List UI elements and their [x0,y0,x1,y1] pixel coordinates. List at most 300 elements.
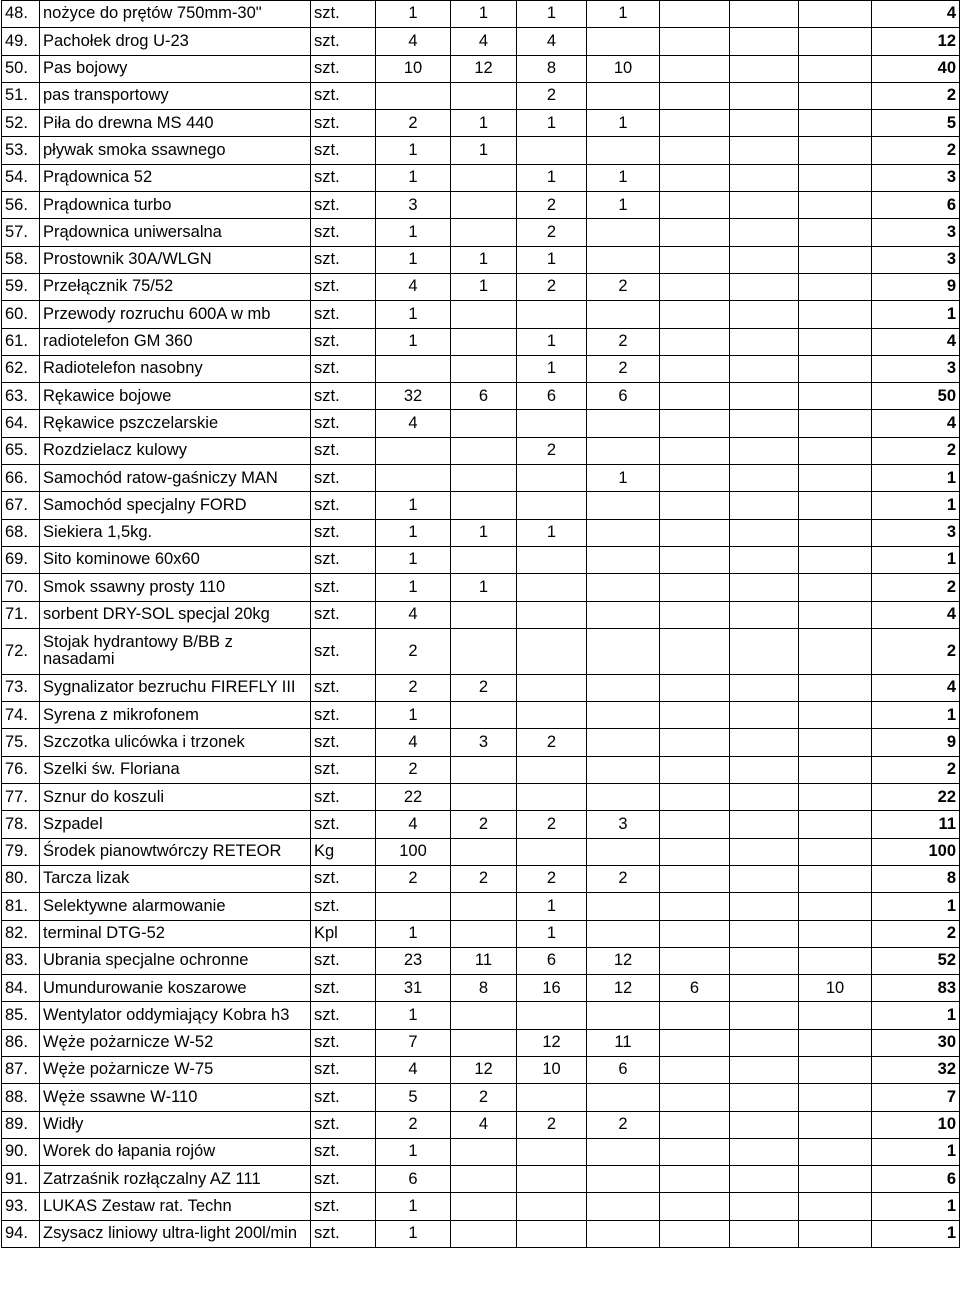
quantity-cell [660,674,730,701]
quantity-cell: 4 [376,28,451,55]
quantity-cell [587,410,660,437]
quantity-cell: 2 [376,865,451,892]
total-cell: 2 [872,437,960,464]
quantity-cell [660,1166,730,1193]
quantity-cell [660,301,730,328]
quantity-cell: 2 [517,273,587,300]
quantity-cell [799,546,872,573]
total-cell: 9 [872,729,960,756]
quantity-cell [730,729,799,756]
item-unit: szt. [311,28,376,55]
quantity-cell [799,811,872,838]
quantity-cell [730,1111,799,1138]
total-cell: 1 [872,1138,960,1165]
item-name: sorbent DRY-SOL specjal 20kg [40,601,311,628]
quantity-cell [587,601,660,628]
quantity-cell: 2 [587,273,660,300]
quantity-cell: 1 [376,1,451,28]
item-unit: szt. [311,674,376,701]
row-number: 72. [2,628,40,674]
quantity-cell [660,492,730,519]
total-cell: 30 [872,1029,960,1056]
total-cell: 4 [872,601,960,628]
item-unit: szt. [311,519,376,546]
quantity-cell [587,546,660,573]
quantity-cell [660,893,730,920]
row-number: 75. [2,729,40,756]
quantity-cell: 2 [376,674,451,701]
quantity-cell [730,601,799,628]
quantity-cell [799,674,872,701]
quantity-cell: 10 [517,1056,587,1083]
item-name: Widły [40,1111,311,1138]
quantity-cell: 1 [451,519,517,546]
item-name: Rozdzielacz kulowy [40,437,311,464]
quantity-cell [451,601,517,628]
quantity-cell [799,574,872,601]
table-row [2,492,960,519]
quantity-cell [799,1029,872,1056]
row-number: 85. [2,1002,40,1029]
total-cell: 3 [872,519,960,546]
item-unit: szt. [311,1193,376,1220]
quantity-cell [799,1,872,28]
quantity-cell: 1 [587,465,660,492]
quantity-cell [660,110,730,137]
quantity-cell: 11 [451,947,517,974]
item-name: Rękawice pszczelarskie [40,410,311,437]
quantity-cell: 1 [376,1002,451,1029]
table-row [2,975,960,1002]
table-row [2,1002,960,1029]
quantity-cell [730,82,799,109]
quantity-cell [587,702,660,729]
table-row [2,192,960,219]
quantity-cell [730,355,799,382]
quantity-cell: 12 [587,947,660,974]
row-number: 81. [2,893,40,920]
quantity-cell [587,628,660,674]
item-name: radiotelefon GM 360 [40,328,311,355]
quantity-cell [660,574,730,601]
quantity-cell: 2 [517,729,587,756]
item-unit: szt. [311,301,376,328]
item-name: Sito kominowe 60x60 [40,546,311,573]
item-name: Prostownik 30A/WLGN [40,246,311,273]
quantity-cell [799,110,872,137]
table-row [2,865,960,892]
table-row [2,1193,960,1220]
total-cell: 2 [872,574,960,601]
quantity-cell: 6 [587,1056,660,1083]
quantity-cell [587,784,660,811]
quantity-cell [451,1220,517,1247]
quantity-cell: 2 [517,1111,587,1138]
quantity-cell: 1 [451,246,517,273]
table-row [2,164,960,191]
quantity-cell: 2 [451,1084,517,1111]
row-number: 53. [2,137,40,164]
quantity-cell [587,674,660,701]
quantity-cell [660,519,730,546]
quantity-cell [451,756,517,783]
table-row [2,1,960,28]
quantity-cell [730,920,799,947]
quantity-cell [730,328,799,355]
quantity-cell [660,920,730,947]
quantity-cell: 4 [376,811,451,838]
item-name: Siekiera 1,5kg. [40,519,311,546]
item-unit: szt. [311,1220,376,1247]
row-number: 58. [2,246,40,273]
total-cell: 5 [872,110,960,137]
item-unit: szt. [311,137,376,164]
quantity-cell [660,246,730,273]
quantity-cell [730,437,799,464]
table-row [2,628,960,674]
table-row [2,601,960,628]
total-cell: 3 [872,219,960,246]
item-unit: szt. [311,82,376,109]
quantity-cell [799,1166,872,1193]
table-row [2,893,960,920]
quantity-cell: 12 [587,975,660,1002]
item-unit: szt. [311,947,376,974]
quantity-cell [799,893,872,920]
quantity-cell: 1 [376,920,451,947]
quantity-cell [660,1193,730,1220]
quantity-cell [730,219,799,246]
total-cell: 1 [872,546,960,573]
table-row [2,729,960,756]
quantity-cell [517,410,587,437]
total-cell: 1 [872,702,960,729]
quantity-cell [660,756,730,783]
quantity-cell: 23 [376,947,451,974]
item-unit: szt. [311,865,376,892]
quantity-cell [451,784,517,811]
quantity-cell [730,1084,799,1111]
item-name: Szelki św. Floriana [40,756,311,783]
quantity-cell [730,1193,799,1220]
quantity-cell: 1 [376,328,451,355]
quantity-cell [730,1,799,28]
quantity-cell [587,492,660,519]
quantity-cell [451,437,517,464]
quantity-cell: 4 [376,601,451,628]
total-cell: 6 [872,1166,960,1193]
quantity-cell: 2 [376,1111,451,1138]
row-number: 59. [2,273,40,300]
inventory-table [1,0,960,1248]
quantity-cell [799,219,872,246]
total-cell: 1 [872,893,960,920]
total-cell: 1 [872,1220,960,1247]
quantity-cell [730,465,799,492]
row-number: 91. [2,1166,40,1193]
item-name: Prądownica 52 [40,164,311,191]
quantity-cell [799,1138,872,1165]
total-cell: 6 [872,192,960,219]
quantity-cell [799,164,872,191]
quantity-cell [730,756,799,783]
quantity-cell [517,492,587,519]
quantity-cell: 2 [587,355,660,382]
quantity-cell [517,628,587,674]
quantity-cell [799,355,872,382]
item-name: Wentylator oddymiający Kobra h3 [40,1002,311,1029]
total-cell: 3 [872,355,960,382]
quantity-cell [730,110,799,137]
quantity-cell: 1 [451,110,517,137]
item-unit: szt. [311,1056,376,1083]
quantity-cell [517,674,587,701]
quantity-cell [451,1193,517,1220]
quantity-cell: 22 [376,784,451,811]
item-unit: szt. [311,273,376,300]
row-number: 54. [2,164,40,191]
row-number: 93. [2,1193,40,1220]
quantity-cell [730,1056,799,1083]
quantity-cell [587,1002,660,1029]
quantity-cell [730,893,799,920]
quantity-cell [376,437,451,464]
quantity-cell [451,920,517,947]
quantity-cell: 2 [517,82,587,109]
row-number: 57. [2,219,40,246]
quantity-cell: 6 [587,383,660,410]
quantity-cell [517,702,587,729]
quantity-cell [451,355,517,382]
quantity-cell [517,1220,587,1247]
row-number: 48. [2,1,40,28]
quantity-cell: 3 [587,811,660,838]
quantity-cell: 1 [517,893,587,920]
quantity-cell [451,82,517,109]
item-name: Sznur do koszuli [40,784,311,811]
item-unit: szt. [311,1002,376,1029]
total-cell: 2 [872,82,960,109]
total-cell: 32 [872,1056,960,1083]
quantity-cell [799,628,872,674]
row-number: 78. [2,811,40,838]
quantity-cell: 1 [587,164,660,191]
quantity-cell [660,838,730,865]
quantity-cell [517,1138,587,1165]
quantity-cell [799,1111,872,1138]
quantity-cell: 4 [451,1111,517,1138]
item-name: Piła do drewna MS 440 [40,110,311,137]
quantity-cell [799,947,872,974]
quantity-cell [451,1166,517,1193]
item-name: pas transportowy [40,82,311,109]
quantity-cell [660,465,730,492]
row-number: 60. [2,301,40,328]
quantity-cell: 1 [376,1138,451,1165]
quantity-cell [451,328,517,355]
quantity-cell [799,920,872,947]
item-name: Samochód ratow-gaśniczy MAN [40,465,311,492]
item-name: Prądownica turbo [40,192,311,219]
item-name: Samochód specjalny FORD [40,492,311,519]
quantity-cell: 1 [517,920,587,947]
item-name: Pas bojowy [40,55,311,82]
total-cell: 1 [872,465,960,492]
total-cell: 2 [872,920,960,947]
quantity-cell [660,55,730,82]
quantity-cell [799,82,872,109]
quantity-cell: 1 [517,246,587,273]
quantity-cell: 10 [376,55,451,82]
item-unit: szt. [311,893,376,920]
quantity-cell [799,273,872,300]
row-number: 64. [2,410,40,437]
quantity-cell: 1 [517,355,587,382]
quantity-cell [799,756,872,783]
quantity-cell [451,1138,517,1165]
table-row [2,1111,960,1138]
total-cell: 2 [872,628,960,674]
quantity-cell: 1 [376,492,451,519]
quantity-cell [799,601,872,628]
row-number: 87. [2,1056,40,1083]
table-row [2,838,960,865]
item-name: Radiotelefon nasobny [40,355,311,382]
item-unit: szt. [311,1084,376,1111]
total-cell: 8 [872,865,960,892]
quantity-cell: 16 [517,975,587,1002]
quantity-cell [660,410,730,437]
row-number: 62. [2,355,40,382]
quantity-cell [660,219,730,246]
item-unit: szt. [311,164,376,191]
row-number: 82. [2,920,40,947]
quantity-cell: 7 [376,1029,451,1056]
quantity-cell: 1 [517,164,587,191]
table-row [2,574,960,601]
item-name: Zsysacz liniowy ultra-light 200l/min [40,1220,311,1247]
row-number: 83. [2,947,40,974]
quantity-cell [587,137,660,164]
item-unit: Kpl [311,920,376,947]
quantity-cell [660,437,730,464]
quantity-cell: 1 [451,137,517,164]
row-number: 52. [2,110,40,137]
item-name: nożyce do prętów 750mm-30" [40,1,311,28]
row-number: 74. [2,702,40,729]
quantity-cell [587,729,660,756]
quantity-cell [660,1002,730,1029]
quantity-cell: 1 [451,273,517,300]
quantity-cell [587,1166,660,1193]
item-unit: szt. [311,601,376,628]
row-number: 86. [2,1029,40,1056]
item-unit: szt. [311,975,376,1002]
quantity-cell: 4 [517,28,587,55]
quantity-cell [587,1084,660,1111]
quantity-cell [451,702,517,729]
quantity-cell: 2 [587,328,660,355]
quantity-cell: 4 [376,1056,451,1083]
quantity-cell [451,301,517,328]
table-row [2,301,960,328]
item-unit: szt. [311,383,376,410]
total-cell: 3 [872,164,960,191]
total-cell: 9 [872,273,960,300]
quantity-cell [660,628,730,674]
table-row [2,920,960,947]
quantity-cell: 2 [587,1111,660,1138]
total-cell: 2 [872,756,960,783]
quantity-cell [730,383,799,410]
quantity-cell: 3 [376,192,451,219]
quantity-cell: 1 [451,574,517,601]
quantity-cell [517,137,587,164]
quantity-cell: 2 [376,628,451,674]
quantity-cell [799,437,872,464]
quantity-cell [730,1002,799,1029]
item-name: Syrena z mikrofonem [40,702,311,729]
row-number: 67. [2,492,40,519]
quantity-cell [799,519,872,546]
row-number: 84. [2,975,40,1002]
quantity-cell: 11 [587,1029,660,1056]
item-unit: szt. [311,55,376,82]
quantity-cell [376,82,451,109]
quantity-cell [660,28,730,55]
quantity-cell [660,192,730,219]
total-cell: 2 [872,137,960,164]
quantity-cell [587,1220,660,1247]
quantity-cell [451,1029,517,1056]
row-number: 49. [2,28,40,55]
quantity-cell: 1 [451,1,517,28]
table-row [2,674,960,701]
item-unit: szt. [311,756,376,783]
quantity-cell [587,920,660,947]
quantity-cell [730,702,799,729]
quantity-cell [451,628,517,674]
quantity-cell [376,893,451,920]
item-unit: szt. [311,811,376,838]
quantity-cell [517,1166,587,1193]
quantity-cell: 10 [587,55,660,82]
row-number: 89. [2,1111,40,1138]
quantity-cell: 12 [451,55,517,82]
item-unit: szt. [311,784,376,811]
quantity-cell: 6 [660,975,730,1002]
total-cell: 4 [872,410,960,437]
total-cell: 22 [872,784,960,811]
item-unit: szt. [311,628,376,674]
quantity-cell: 10 [799,975,872,1002]
quantity-cell [660,1,730,28]
quantity-cell [730,410,799,437]
quantity-cell [730,674,799,701]
item-unit: szt. [311,1166,376,1193]
quantity-cell [799,492,872,519]
table-row [2,1138,960,1165]
quantity-cell [587,82,660,109]
quantity-cell [587,28,660,55]
item-name: Środek pianowtwórczy RETEOR [40,838,311,865]
quantity-cell [799,301,872,328]
quantity-cell: 1 [376,246,451,273]
table-row [2,756,960,783]
quantity-cell [517,756,587,783]
quantity-cell [799,410,872,437]
table-row [2,811,960,838]
